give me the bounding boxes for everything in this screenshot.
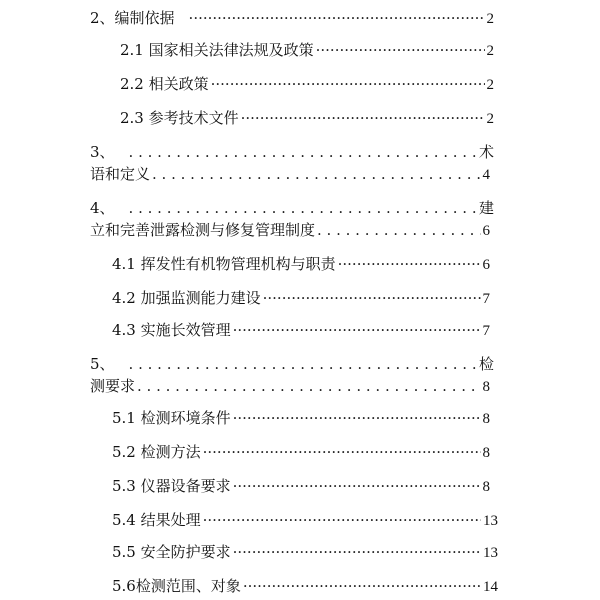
dot-leader [189,8,485,28]
toc-page-number: 2 [486,77,494,93]
toc-page-number: 2 [486,11,494,27]
dot-leader [233,476,481,496]
toc-page-number: 7 [482,291,490,307]
toc-entry-label: 2、编制依据 [90,9,175,27]
toc-entry-2-2[interactable] [120,74,494,94]
toc-page-number: 8 [482,479,490,495]
dot-leader [137,376,480,396]
dot-leader [203,442,481,462]
toc-entry-label: 2.3 参考技术文件 [120,109,239,127]
toc-entry-label-wrap: 建 [478,199,494,217]
toc-page-number: 7 [482,323,490,339]
dot-leader [129,354,477,374]
toc-entry-label: 测要求 [90,377,136,395]
toc-entry-label: 5.5 安全防护要求 [112,543,231,561]
toc-entry-label: 4.3 实施长效管理 [112,321,231,339]
dot-leader [129,198,477,218]
toc-entry-label-wrap: 术 [478,143,494,161]
toc-entry-2[interactable] [90,8,494,28]
toc-entry-label-wrap: 检 [478,355,494,373]
toc-entry-4-1[interactable] [112,254,490,274]
toc-entry-3[interactable] [90,142,494,162]
toc-page-number: 4 [482,167,490,183]
toc-entry-5-6[interactable] [112,576,498,596]
toc-entry-label: 2.1 国家相关法律法规及政策 [120,41,314,59]
dot-leader [316,40,485,60]
toc-entry-label: 5.2 检测方法 [112,443,201,461]
toc-entry-label: 5.4 结果处理 [112,511,201,529]
toc-entry-label: 立和完善泄露检测与修复管理制度 [90,221,316,239]
dot-leader [203,510,481,530]
toc-entry-5-3[interactable] [112,476,490,496]
dot-leader [129,142,477,162]
dot-leader [233,542,481,562]
toc-page-number: 6 [482,223,490,239]
toc-page-number: 13 [483,545,498,561]
toc-page-number: 13 [483,513,498,529]
dot-leader [152,164,480,184]
dot-leader [317,220,480,240]
toc-entry-5-2[interactable] [112,442,490,462]
toc-entry-label: 4.2 加强监测能力建设 [112,289,261,307]
dot-leader [338,254,481,274]
toc-page-number: 8 [482,379,490,395]
toc-entry-label: 5.1 检测环境条件 [112,409,231,427]
toc-entry-2-3[interactable] [120,108,494,128]
toc-entry-2-1[interactable] [120,40,494,60]
toc-entry-label: 3、 [90,143,115,161]
toc-entry-3-cont[interactable] [90,164,490,184]
toc-page-number: 8 [482,411,490,427]
toc-entry-4-2[interactable] [112,288,490,308]
dot-leader [241,108,485,128]
dot-leader [233,320,481,340]
toc-entry-label: 5.3 仪器设备要求 [112,477,231,495]
toc-entry-label: 2.2 相关政策 [120,75,209,93]
toc-entry-4-cont[interactable] [90,220,490,240]
toc-entry-5-cont[interactable] [90,376,490,396]
dot-leader [233,408,481,428]
toc-entry-label: 4.1 挥发性有机物管理机构与职责 [112,255,336,273]
toc-page-number: 8 [482,445,490,461]
toc-entry-4-3[interactable] [112,320,490,340]
toc-page-number: 2 [486,43,494,59]
toc-entry-5-1[interactable] [112,408,490,428]
toc-entry-label: 4、 [90,199,115,217]
toc-entry-5-5[interactable] [112,542,498,562]
toc-entry-label: 5、 [90,355,115,373]
dot-leader [263,288,481,308]
toc-entry-5[interactable] [90,354,494,374]
toc-page-number: 14 [483,579,498,595]
dot-leader [211,74,485,94]
toc-page-number: 6 [482,257,490,273]
dot-leader [243,576,481,596]
toc-entry-5-4[interactable] [112,510,498,530]
toc-entry-4[interactable] [90,198,494,218]
toc-page-number: 2 [486,111,494,127]
toc-entry-label: 语和定义 [90,165,151,183]
toc-entry-label: 5.6检测范围、对象 [112,577,241,595]
